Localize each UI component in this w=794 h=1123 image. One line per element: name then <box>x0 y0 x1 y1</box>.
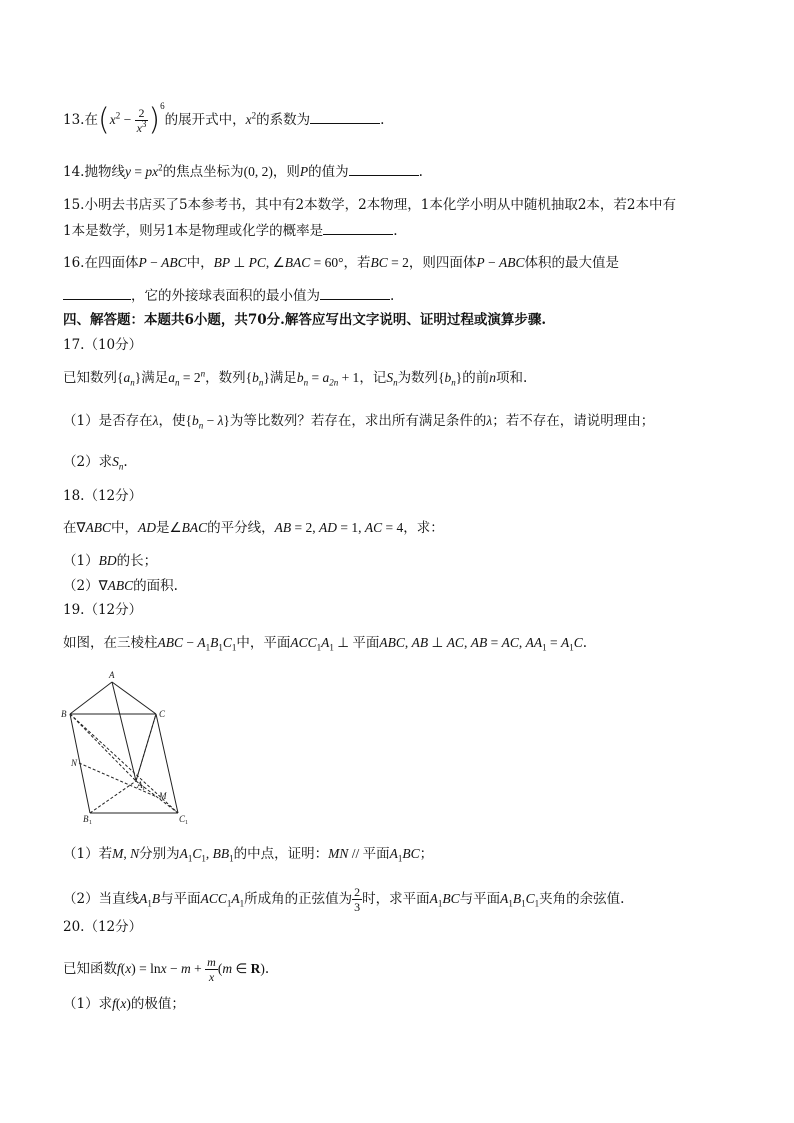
question-17-stem: 已知数列$\{a_n\}$满足$a_n = 2^n$，数列$\{b_n\}$满足$b_n = a_{2n} + 1$，记$S_n$为数列$\{b_n\}$的前n项和. <box>63 368 528 388</box>
label-B1-sub: 1 <box>89 820 92 826</box>
label-B: B <box>61 709 67 719</box>
label-C1-sub: 1 <box>185 820 188 826</box>
question-18-stem: 在∇ABC中，AD是∠BAC的平分线，AB = 2, AD = 1, AC = 4，求： <box>63 520 444 536</box>
answer-blank[interactable] <box>320 286 390 300</box>
edge-B1A1 <box>90 781 136 813</box>
question-15-line2: 1本是数学，则另1本是物理或化学的概率是 . <box>63 223 398 239</box>
answer-blank[interactable] <box>323 221 393 235</box>
question-17-part1: （1）是否存在λ，使$\{b_n - \lambda\}$为等比数列？若存在，求出所有满足条件的λ；若不存在，请说明理由； <box>63 413 655 431</box>
answer-blank[interactable] <box>349 162 419 176</box>
question-16-line1: 16.在四面体P − ABC中，BP ⊥ PC, ∠BAC = 60°，若BC = 2，则四面体P − ABC体积的最大值是 <box>63 255 620 271</box>
label-A1-sub: 1 <box>142 786 145 792</box>
label-M: M <box>159 791 167 801</box>
question-19-stem: 如图，在三棱柱ABC − $A_1B_1C_1$中，平面$ACC_1A_1$ ⊥ 平面ABC, AB ⊥ AC, AB = AC, $AA_1 = A_1C$. <box>63 635 588 653</box>
question-19-head: 19.（12分） <box>63 602 143 618</box>
question-15-line1: 15.小明去书店买了5本参考书，其中有2本数学，2本物理，1本化学小明从中随机抽取2本，若2本中有 <box>63 197 677 213</box>
label-B1: B <box>83 814 89 824</box>
label-C: C <box>159 709 166 719</box>
question-19-part2: （2）当直线$A_1B$与平面$ACC_1A_1$所成角的正弦值为 $\frac{2}{3}$ 时，求平面$A_1BC$与平面$A_1B_1C_1$夹角的余弦值. <box>63 885 625 914</box>
question-18-part2: （2）∇ABC的面积. <box>63 578 178 594</box>
question-20-part1: （1）求f(x)的极值； <box>63 996 185 1012</box>
question-18-part1: （1）BD的长； <box>63 553 158 569</box>
label-A: A <box>109 670 115 680</box>
answer-blank[interactable] <box>310 110 380 124</box>
question-20-head: 20.（12分） <box>63 919 143 935</box>
edge-BA1 <box>70 714 136 781</box>
prism-figure <box>60 668 200 828</box>
question-20-stem: 已知函数f(x) = lnx − m + $\frac{m}{x}$ (m ∈ R). <box>63 955 270 984</box>
segment-NM <box>79 763 157 797</box>
label-N: N <box>71 758 78 768</box>
question-13: 13.在($x^2$ − $\frac{2}{x^3}$ )$^6$的展开式中，$x^2$的系数为 . <box>63 100 385 138</box>
section-heading: 四、解答题：本题共6小题，共70分.解答应写出文字说明、证明过程或演算步骤. <box>63 312 547 328</box>
question-16-line2: ，它的外接球表面积的最小值为 . <box>63 286 394 305</box>
question-17-part2: （2）求$S_n$. <box>63 454 128 472</box>
label-A1: A <box>137 780 143 790</box>
question-19-part1: （1）若M, N分别为$A_1C_1$, $BB_1$的中点，证明：MN // 平面$A_1BC$； <box>63 846 434 864</box>
edge-AB <box>70 682 112 714</box>
question-17-head: 17.（10分） <box>63 337 143 353</box>
question-18-head: 18.（12分） <box>63 488 143 504</box>
answer-blank[interactable] <box>63 286 131 300</box>
question-14: 14.抛物线$y = px^2$的焦点坐标为(0, 2)，则P的值为 . <box>63 162 423 180</box>
label-C1: C <box>179 814 186 824</box>
